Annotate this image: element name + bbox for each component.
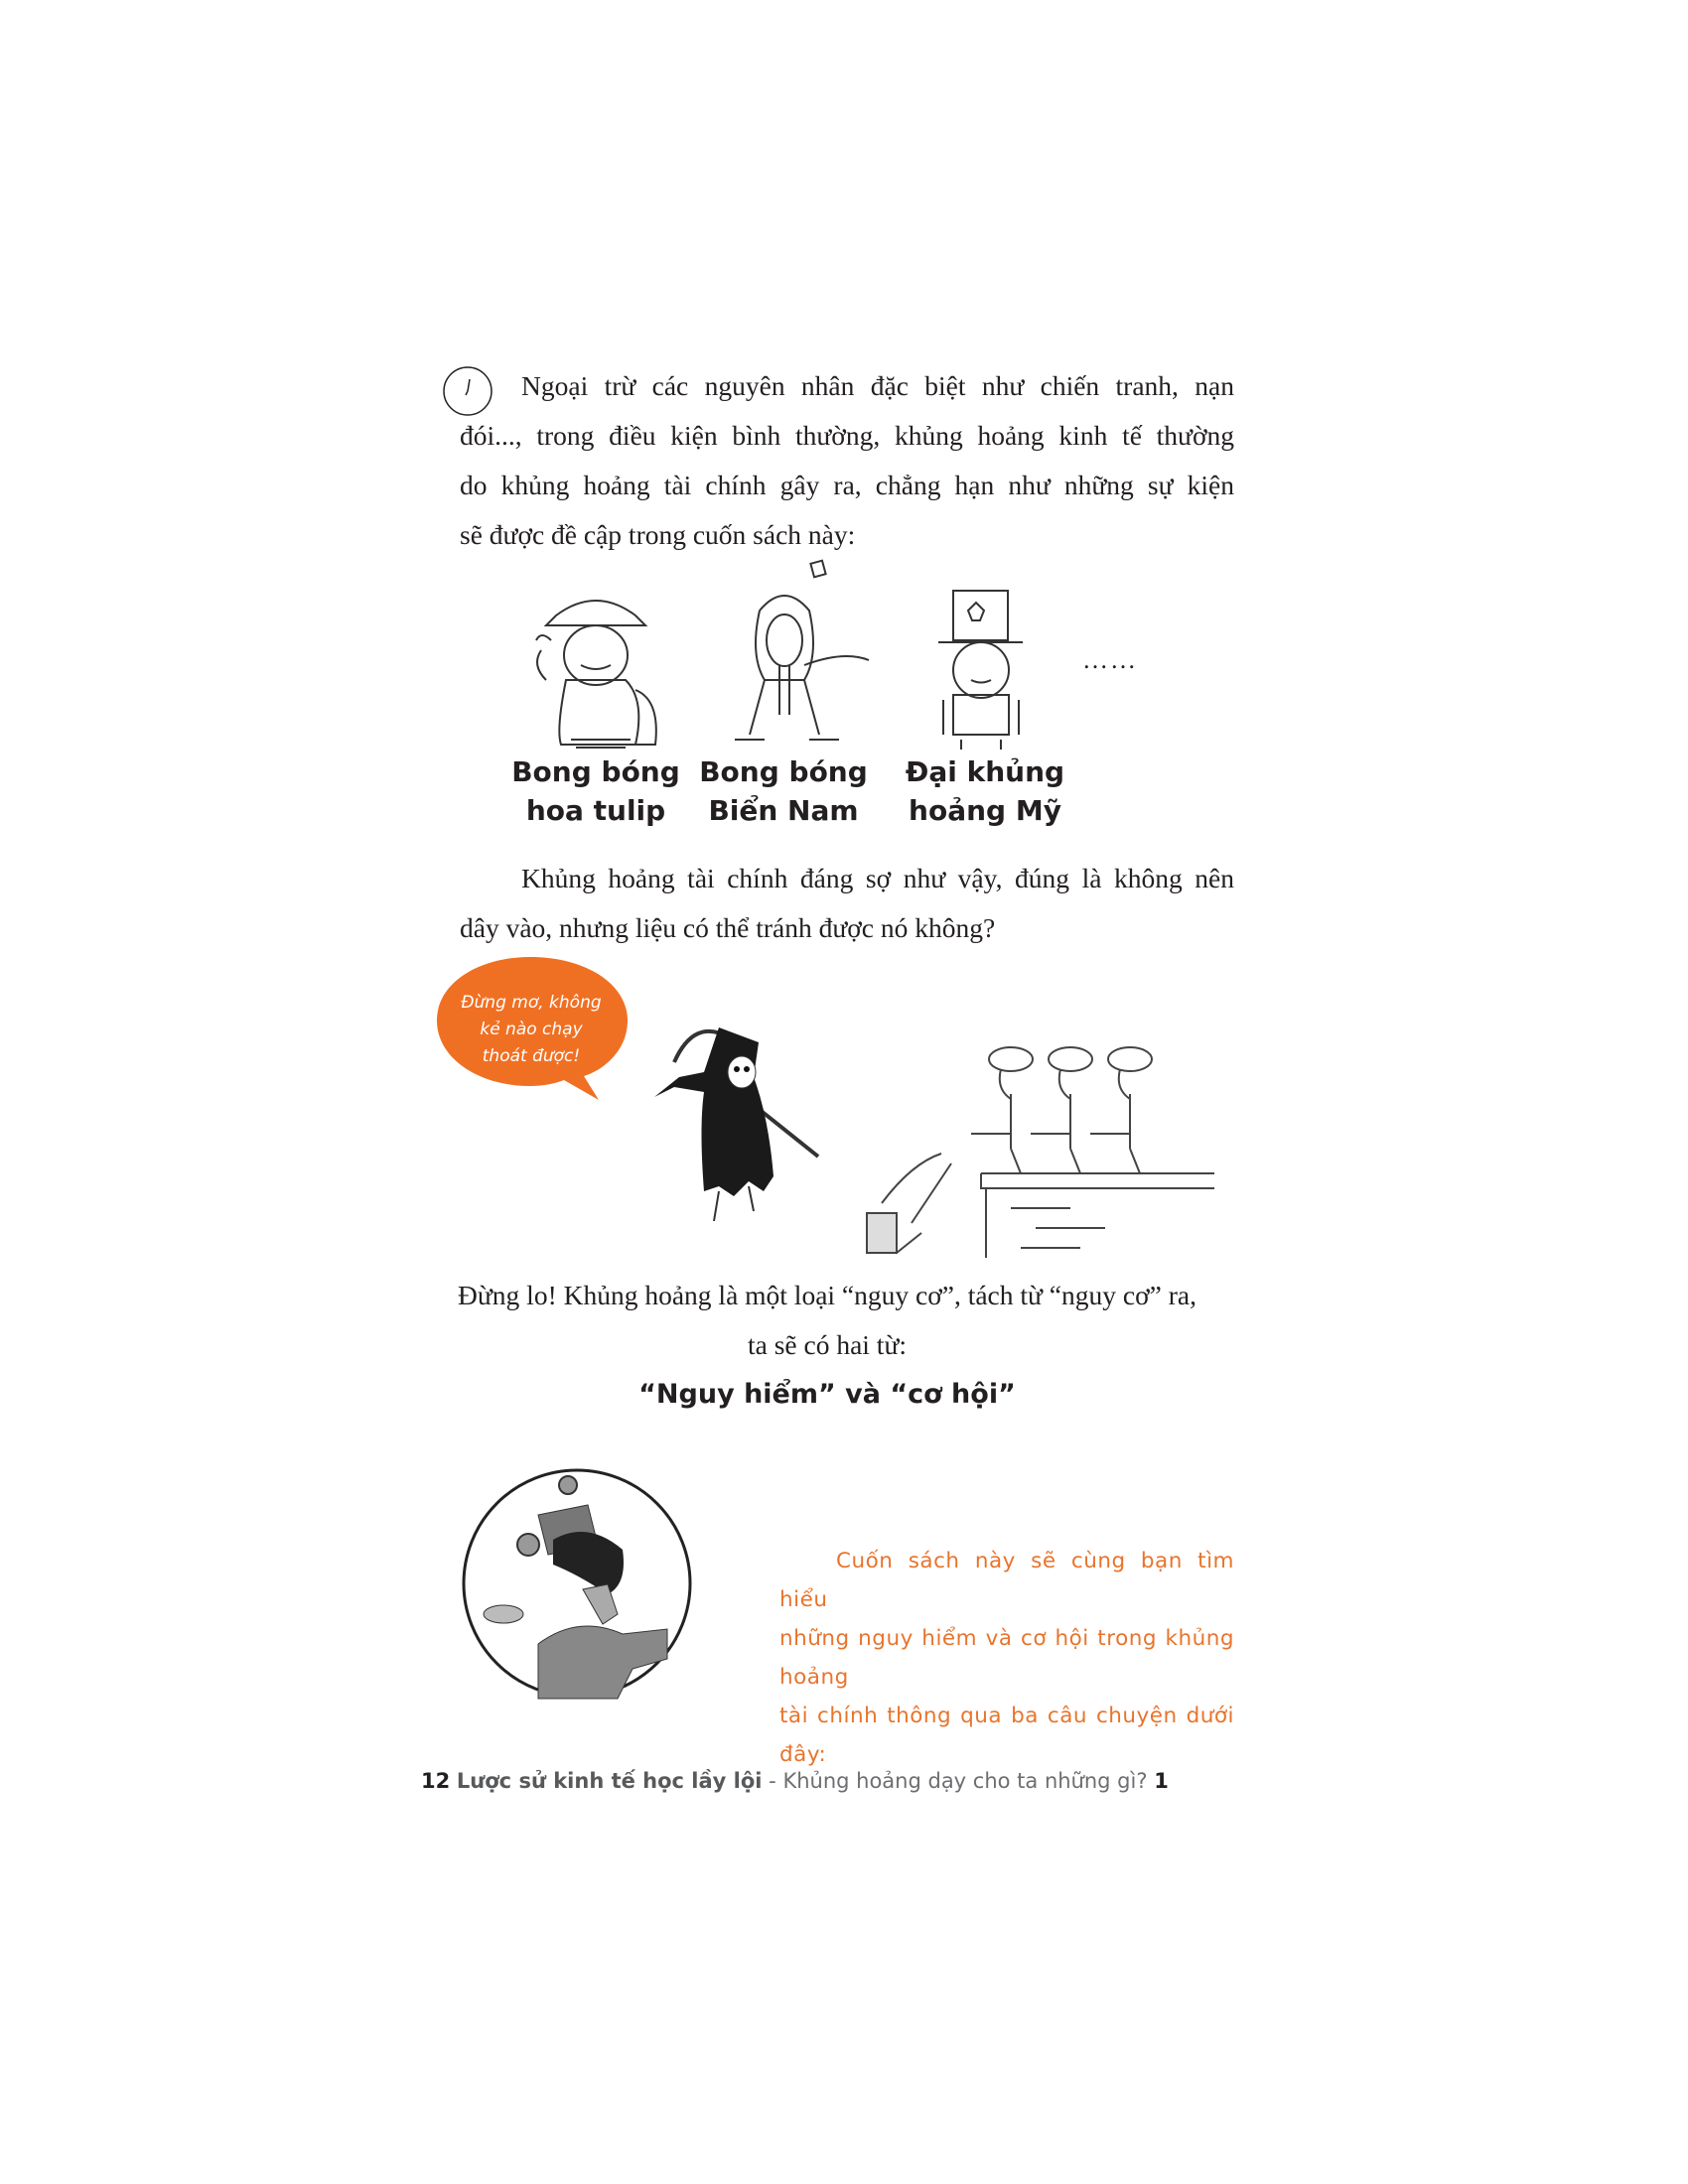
- text-line: đói..., trong điều kiện bình thường, khủng hoảng kinh tế thường: [460, 420, 1234, 451]
- intro-paragraph: [460, 361, 1234, 560]
- chapter-number: 1: [1154, 1769, 1169, 1793]
- text-line: tài chính thông qua ba câu chuyện dưới đây:: [779, 1704, 1234, 1767]
- mandarin-character-illustration: [459, 1465, 697, 1704]
- chapter-title: Khủng hoảng dạy cho ta những gì?: [782, 1769, 1148, 1793]
- text-line: dây vào, nhưng liệu có thể tránh được nó không?: [460, 912, 996, 943]
- book-title: Lược sử kinh tế học lầy lội: [456, 1769, 763, 1793]
- book-intro-paragraph: [779, 1542, 1234, 1774]
- text-line: Ngoại trừ các nguyên nhân đặc biệt như chiến tranh, nạn: [521, 370, 1234, 401]
- grim-reaper-illustration: [634, 1018, 833, 1231]
- text-line: do khủng hoảng tài chính gây ra, chẳng hạn như những sự kiện: [460, 470, 1234, 500]
- great-depression-illustration: [914, 581, 1053, 754]
- danger-opportunity-heading: “Nguy hiểm” và “cơ hội”: [638, 1379, 1016, 1410]
- bubble-line: thoát được!: [482, 1046, 581, 1066]
- caption-line: Bong bóng: [511, 755, 680, 788]
- event-caption-tulip: [496, 752, 695, 830]
- speech-bubble-text: [452, 990, 611, 1070]
- text-line: Khủng hoảng tài chính đáng sợ như vậy, đúng là không nên: [521, 863, 1234, 893]
- bubble-line: kẻ nào chạy: [480, 1020, 583, 1039]
- page-number: 12: [421, 1769, 451, 1793]
- caption-line: Biển Nam: [708, 794, 859, 827]
- page-footer: [421, 1769, 1169, 1793]
- caption-line: Bong bóng: [699, 755, 868, 788]
- bubble-line: Đừng mơ, không: [461, 993, 602, 1013]
- people-jumping-illustration: [862, 1034, 1219, 1265]
- caption-line: hoa tulip: [525, 794, 666, 827]
- text-line: những nguy hiểm và cơ hội trong khủng hoảng: [779, 1626, 1234, 1690]
- event-caption-great-depression: [886, 752, 1084, 830]
- caption-line: hoảng Mỹ: [909, 794, 1061, 827]
- event-caption-south-sea: [684, 752, 883, 830]
- question-paragraph: [460, 854, 1234, 953]
- tulip-bubble-illustration: [516, 581, 675, 754]
- footer-separator: -: [762, 1769, 783, 1793]
- ellipsis: ……: [1082, 645, 1138, 674]
- south-sea-bubble-illustration: [705, 556, 884, 754]
- explanation-line-2: ta sẽ có hai từ:: [748, 1329, 907, 1360]
- caption-line: Đại khủng: [905, 755, 1065, 788]
- explanation-line-1: Đừng lo! Khủng hoảng là một loại “nguy cơ”, tách từ “nguy cơ” ra,: [458, 1280, 1196, 1310]
- text-line: sẽ được đề cập trong cuốn sách này:: [460, 519, 856, 550]
- text-line: Cuốn sách này sẽ cùng bạn tìm hiểu: [779, 1549, 1234, 1612]
